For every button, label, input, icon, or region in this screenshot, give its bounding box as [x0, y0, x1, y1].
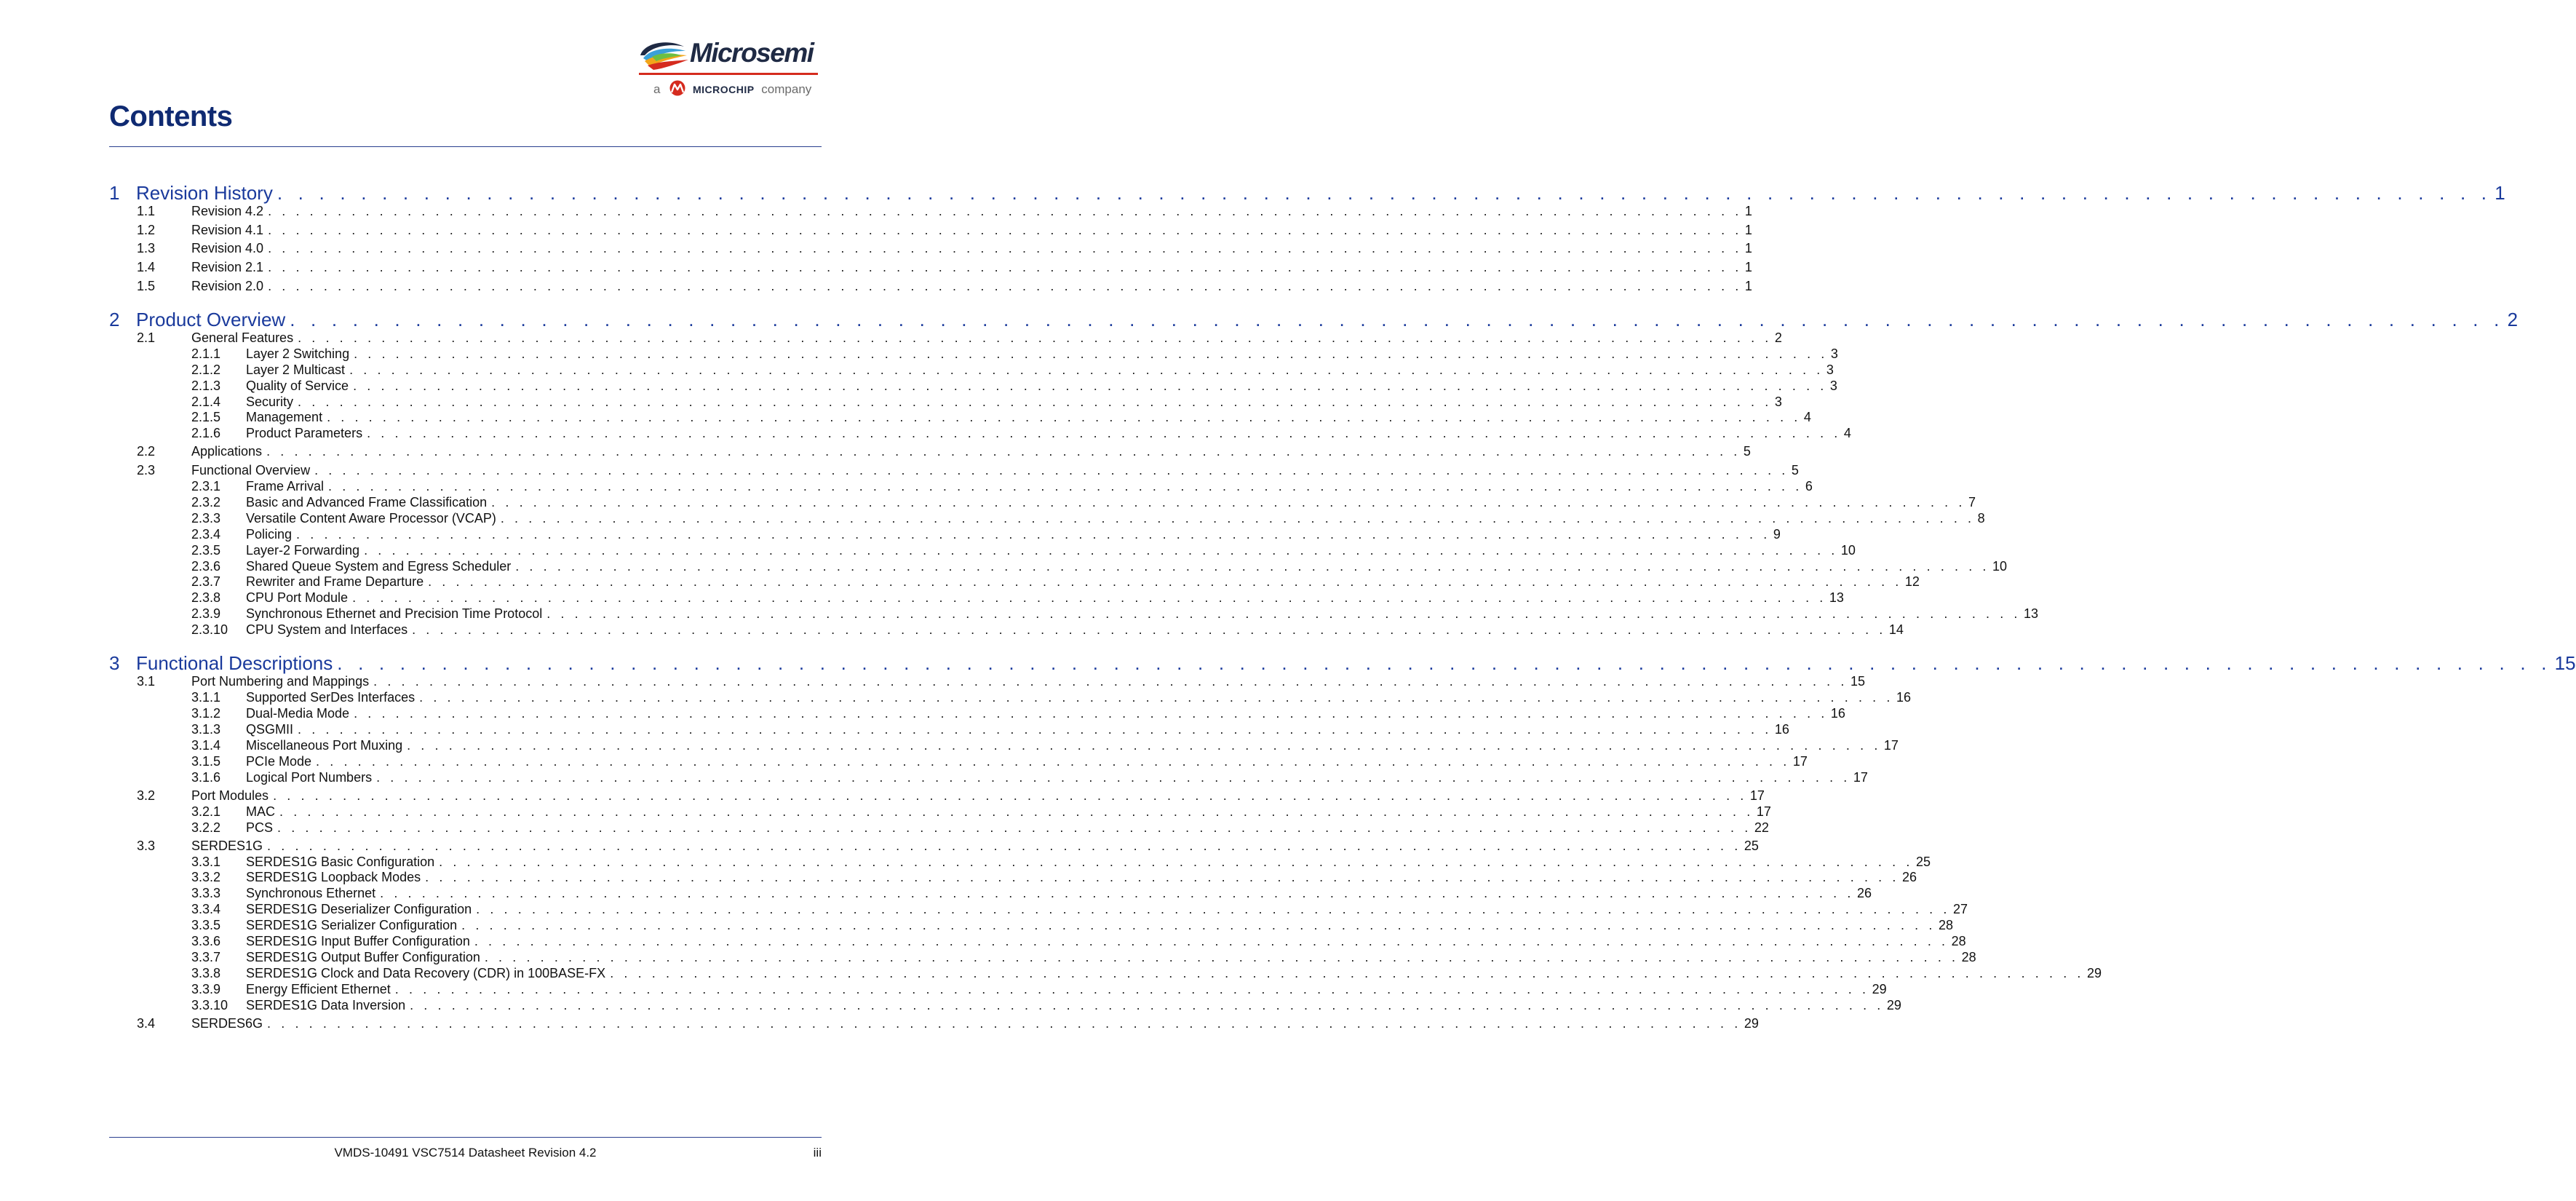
- toc-entry[interactable]: [109, 934, 1966, 949]
- toc-entry[interactable]: [109, 444, 1751, 459]
- toc-entry[interactable]: [109, 394, 1782, 410]
- toc-entry[interactable]: [109, 652, 2576, 675]
- toc-entry[interactable]: [109, 204, 1752, 219]
- toc-entry[interactable]: [109, 278, 1752, 294]
- toc-entry-title: Revision 2.0: [191, 278, 264, 293]
- toc-entry-number: 2.3.6: [191, 558, 221, 574]
- toc-entry-number: 1.2: [137, 222, 156, 237]
- toc-dot-leader: . . . . . . . . . . . . . . . . . . . . . . . . . . . . . . . . . . . . . . . . . . . . . . . . . . . . . . . . . . . . . . . . . . . . . . . . . . . . . . . . . . . . . . . . . . . . . . . . . . . . . . . . . .: [267, 1015, 1741, 1031]
- toc-entry-page: 29: [1886, 997, 1901, 1012]
- toc-entry[interactable]: [109, 542, 1856, 558]
- toc-entry-page: 26: [1856, 886, 1872, 901]
- toc-entry-title: SERDES1G: [191, 838, 263, 853]
- toc-entry-page: 6: [1805, 479, 1813, 494]
- toc-entry-number: 2.3.1: [191, 479, 221, 494]
- toc-dot-leader: . . . . . . . . . . . . . . . . . . . . . . . . . . . . . . . . . . . . . . . . . . . . . . . . . . . . . . . . . . . . . . . . . . . . . . . . . . . . . . . . . . . . . . . . . . . . . . . . . . . . . . . . . .: [476, 902, 1950, 917]
- toc-dot-leader: . . . . . . . . . . . . . . . . . . . . . . . . . . . . . . . . . . . . . . . . . . . . . . . . . . . . . . . . . . . . . . . . . . . . . . . . . . . . . . . . . . . . . . . . . . . . . . . . . . . . . . . . . .: [298, 330, 1772, 345]
- toc-entry[interactable]: [109, 753, 1808, 769]
- toc-entry-page: 1: [1744, 260, 1752, 275]
- toc-entry[interactable]: [109, 706, 1845, 721]
- toc-entry-page: 5: [1791, 463, 1799, 477]
- toc-entry[interactable]: [109, 479, 1813, 494]
- toc-entry-number: 2.3.8: [191, 590, 221, 606]
- toc-entry-title: Dual-Media Mode: [246, 706, 350, 721]
- toc-entry-title: Layer-2 Forwarding: [246, 542, 360, 558]
- toc-dot-leader: . . . . . . . . . . . . . . . . . . . . . . . . . . . . . . . . . . . . . . . . . . . . . . . . . . . . . . . . . . . . . . . . . . . . . . . . . . . . . . . . . . . . . . . . . . . . . . . . . . . . . . . . . .: [394, 981, 1869, 996]
- toc-dot-leader: . . . . . . . . . . . . . . . . . . . . . . . . . . . . . . . . . . . . . . . . . . . . . . . . . . . . . . . . . . . . . . . . . . . . . . . . . . . . . . . . . . . . . . . . . . . . . . . . . . . . . . . . . .: [314, 463, 1789, 477]
- footer-document-id: VMDS-10491 VSC7514 Datasheet Revision 4.2: [334, 1146, 597, 1160]
- toc-entry-number: 3.3.6: [191, 934, 221, 948]
- toc-entry[interactable]: [109, 182, 2505, 205]
- toc-dot-leader: . . . . . . . . . . . . . . . . . . . . . . . . . . . . . . . . . . . . . . . . . . . . . . . . . . . . . . . . . . . . . . . . . . . . . . . . . . . . . . . . . . . . . . . . . . . . . . . . . . . . . . . . . .: [610, 965, 2084, 980]
- toc-entry-page: 12: [1904, 574, 1920, 590]
- toc-dot-leader: . . . . . . . . . . . . . . . . . . . . . . . . . . . . . . . . . . . . . . . . . . . . . . . . . . . . . . . . . . . . . . . . . . . . . . . . . . . . . . . . . . . . . . . . . . . . . . . . . . . . . . . . . .: [376, 769, 1850, 785]
- toc-entry-number: 1.5: [137, 278, 156, 293]
- toc-entry-number: 3.3: [137, 838, 156, 853]
- toc-entry-title: Policing: [246, 526, 293, 542]
- toc-entry-number: 1.3: [137, 241, 156, 256]
- toc-entry-page: 15: [1850, 674, 1865, 689]
- toc-entry[interactable]: [109, 965, 2102, 981]
- toc-entry-title: Quality of Service: [246, 378, 349, 393]
- toc-dot-leader: . . . . . . . . . . . . . . . . . . . . . . . . . . . . . . . . . . . . . . . . . . . . . . . . . . . . . . . . . . . . . . . . . . . . . . . . . . . . . . . . . . . . . . . . . . . . . . . . . . . . . . . . . .: [279, 804, 1754, 819]
- toc-entry-number: 2.1.5: [191, 410, 221, 425]
- toc-entry[interactable]: [109, 622, 1904, 638]
- toc-entry-page: 1: [1744, 222, 1752, 237]
- toc-entry-number: 3.3.7: [191, 949, 221, 964]
- toc-entry-page: 3: [1830, 346, 1838, 361]
- toc-entry[interactable]: [109, 949, 1976, 965]
- toc-entry-title: Versatile Content Aware Processor (VCAP): [246, 510, 496, 526]
- toc-entry-number: 1.4: [137, 260, 156, 275]
- toc-entry[interactable]: [109, 606, 2039, 622]
- toc-dot-leader: . . . . . . . . . . . . . . . . . . . . . . . . . . . . . . . . . . . . . . . . . . . . . . . . . . . . . . . . . . . . . . . . . . . . . . . . . . . . . . . . . . . . . . . . . . . . . . . . . . . . . . . . . .: [267, 838, 1741, 853]
- toc-entry-page: 10: [1992, 558, 2008, 574]
- toc-entry-title: Port Numbering and Mappings: [191, 674, 370, 689]
- toc-entry-number: 3.1.6: [191, 769, 221, 785]
- toc-entry[interactable]: [109, 804, 1771, 820]
- toc-entry-title: SERDES1G Deserializer Configuration: [246, 902, 472, 917]
- toc-dot-leader: . . . . . . . . . . . . . . . . . . . . . . . . . . . . . . . . . . . . . . . . . . . . . . . . . . . . . . . . . . . . . . . . . . . . . . . . . . . . . . . . . . . . . . . . . . . . . . . . . . . . . . . . . .: [327, 410, 1801, 425]
- toc-dot-leader: . . . . . . . . . . . . . . . . . . . . . . . . . . . . . . . . . . . . . . . . . . . . . . . . . . . . . . . . . . . . . . . . . . . . . . . . . . . . . . . . . . . . . . . . . . . . . . . . . . . . . . . . . .: [410, 997, 1884, 1012]
- toc-entry-number: 3.2: [137, 788, 156, 803]
- toc-entry-number: 2.1.6: [191, 426, 221, 441]
- toc-entry[interactable]: [109, 463, 1799, 478]
- toc-entry-number: 2.3.2: [191, 494, 221, 510]
- toc-dot-leader: . . . . . . . . . . . . . . . . . . . . . . . . . . . . . . . . . . . . . . . . . . . . . . . . . . . . . . . . . . . . . . . . . . . . . . . . . . . . . . . . . . . . . . . . . . . . . . . . . . . . . . . . . .: [491, 494, 1965, 510]
- toc-dot-leader: . . . . . . . . . . . . . . . . . . . . . . . . . . . . . . . . . . . . . . . . . . . . . . . . . . . . . . . . . . . . . . . . . . . . . . . . . . . . . . . . . . . . . . . . . . . . . . . . . . . . . . . . . .: [337, 652, 2552, 675]
- toc-entry-number: 3.3.3: [191, 886, 221, 901]
- toc-entry-title: Revision 4.0: [191, 241, 264, 256]
- toc-dot-leader: . . . . . . . . . . . . . . . . . . . . . . . . . . . . . . . . . . . . . . . . . . . . . . . . . . . . . . . . . . . . . . . . . . . . . . . . . . . . . . . . . . . . . . . . . . . . . . . . . . . . . . . . . .: [484, 949, 1959, 964]
- toc-entry[interactable]: [109, 854, 1931, 870]
- toc-entry-page: 4: [1843, 426, 1851, 441]
- toc-entry-page: 25: [1915, 854, 1931, 869]
- toc-entry-page: 13: [2024, 606, 2039, 622]
- toc-entry-page: 3: [1829, 378, 1837, 393]
- toc-entry-title: Revision 4.2: [191, 204, 264, 218]
- toc-entry-title: Synchronous Ethernet: [246, 886, 376, 901]
- toc-entry-page: 28: [1951, 934, 1966, 948]
- toc-entry-title: General Features: [191, 330, 294, 345]
- toc-entry-title: Security: [246, 394, 294, 409]
- toc-entry-page: 3: [1774, 394, 1782, 409]
- toc-entry-title: Layer 2 Switching: [246, 346, 350, 361]
- tagline-company: company: [761, 82, 812, 96]
- tagline-a: a: [653, 82, 661, 96]
- toc-entry-page: 16: [1896, 690, 1911, 705]
- toc-entry-title: SERDES1G Input Buffer Configuration: [246, 934, 470, 948]
- toc-entry[interactable]: [109, 222, 1752, 238]
- toc-entry-page: 25: [1744, 838, 1759, 853]
- toc-entry-number: 2.3: [137, 463, 156, 477]
- toc-dot-leader: . . . . . . . . . . . . . . . . . . . . . . . . . . . . . . . . . . . . . . . . . . . . . . . . . . . . . . . . . . . . . . . . . . . . . . . . . . . . . . . . . . . . . . . . . . . . . . . . . . . . . . . . . .: [353, 378, 1827, 393]
- toc-entry-page: 7: [1968, 494, 1976, 510]
- toc-entry-page: 9: [1773, 526, 1781, 542]
- toc-entry[interactable]: [109, 886, 1872, 901]
- toc-entry-page: 29: [2087, 965, 2102, 980]
- page-title: Contents: [109, 100, 233, 132]
- toc-entry-title: Synchronous Ethernet and Precision Time Protocol: [246, 606, 543, 622]
- toc-entry-number: 3.3.1: [191, 854, 221, 869]
- toc-entry-number: 3.3.5: [191, 918, 221, 933]
- toc-entry-page: 2: [2507, 308, 2519, 330]
- toc-dot-leader: . . . . . . . . . . . . . . . . . . . . . . . . . . . . . . . . . . . . . . . . . . . . . . . . . . . . . . . . . . . . . . . . . . . . . . . . . . . . . . . . . . . . . . . . . . . . . . . . . . . . . . . . . .: [268, 222, 1742, 237]
- toc-entry-title: Management: [246, 410, 323, 425]
- toc-dot-leader: . . . . . . . . . . . . . . . . . . . . . . . . . . . . . . . . . . . . . . . . . . . . . . . . . . . . . . . . . . . . . . . . . . . . . . . . . . . . . . . . . . . . . . . . . . . . . . . . . . . . . . . . . .: [268, 278, 1742, 293]
- toc-entry-title: Product Parameters: [246, 426, 363, 441]
- toc-entry-page: 17: [1853, 769, 1868, 785]
- toc-entry-title: PCS: [246, 820, 274, 835]
- toc-dot-leader: . . . . . . . . . . . . . . . . . . . . . . . . . . . . . . . . . . . . . . . . . . . . . . . . . . . . . . . . . . . . . . . . . . . . . . . . . . . . . . . . . . . . . . . . . . . . . . . . . . . . . . . . . .: [439, 854, 1913, 869]
- toc-entry[interactable]: [109, 526, 1781, 542]
- toc-entry-number: 3.3.9: [191, 981, 221, 996]
- toc-dot-leader: . . . . . . . . . . . . . . . . . . . . . . . . . . . . . . . . . . . . . . . . . . . . . . . . . . . . . . . . . . . . . . . . . . . . . . . . . . . . . . . . . . . . . . . . . . . . . . . . . . . . . . . . . .: [298, 394, 1772, 409]
- toc-entry[interactable]: [109, 1015, 1759, 1031]
- toc-dot-leader: . . . . . . . . . . . . . . . . . . . . . . . . . . . . . . . . . . . . . . . . . . . . . . . . . . . . . . . . . . . . . . . . . . . . . . . . . . . . . . . . . . . . . . . . . . . . . . . . . . . . . . . . . .: [268, 260, 1742, 275]
- toc-dot-leader: . . . . . . . . . . . . . . . . . . . . . . . . . . . . . . . . . . . . . . . . . . . . . . . . . . . . . . . . . . . . . . . . . . . . . . . . . . . . . . . . . . . . . . . . . . . . . . . . . . . . . . . . . .: [367, 426, 1841, 441]
- toc-entry-title: Port Modules: [191, 788, 269, 803]
- toc-entry-number: 2.3.10: [191, 622, 228, 638]
- toc-entry[interactable]: [109, 426, 1851, 441]
- toc-entry-number: 3.1.5: [191, 753, 221, 769]
- toc-entry[interactable]: [109, 346, 1838, 362]
- toc-entry[interactable]: [109, 574, 1920, 590]
- toc-entry-title: SERDES1G Clock and Data Recovery (CDR) in 100BASE-FX: [246, 965, 606, 980]
- toc-entry-page: 4: [1803, 410, 1811, 425]
- toc-dot-leader: . . . . . . . . . . . . . . . . . . . . . . . . . . . . . . . . . . . . . . . . . . . . . . . . . . . . . . . . . . . . . . . . . . . . . . . . . . . . . . . . . . . . . . . . . . . . . . . . . . . . . . . . . .: [515, 558, 1990, 574]
- toc-entry-number: 2.2: [137, 444, 156, 459]
- toc-entry-title: Revision 2.1: [191, 260, 264, 275]
- toc-entry[interactable]: [109, 838, 1759, 854]
- toc-dot-leader: . . . . . . . . . . . . . . . . . . . . . . . . . . . . . . . . . . . . . . . . . . . . . . . . . . . . . . . . . . . . . . . . . . . . . . . . . . . . . . . . . . . . . . . . . . . . . . . . . . . . . . . . . .: [349, 362, 1824, 377]
- toc-entry-number: 3.2.1: [191, 804, 221, 819]
- microchip-mark-icon: [668, 80, 687, 96]
- toc-entry-page: 26: [1901, 870, 1917, 885]
- toc-dot-leader: . . . . . . . . . . . . . . . . . . . . . . . . . . . . . . . . . . . . . . . . . . . . . . . . . . . . . . . . . . . . . . . . . . . . . . . . . . . . . . . . . . . . . . . . . . . . . . . . . . . . . . . . . .: [461, 918, 1936, 933]
- toc-entry-page: 17: [1883, 737, 1899, 753]
- toc-entry-page: 28: [1938, 918, 1953, 933]
- toc-entry-title: Energy Efficient Ethernet: [246, 981, 391, 996]
- toc-entry-number: 1.1: [137, 204, 156, 218]
- toc-entry-page: 1: [2494, 182, 2505, 204]
- toc-dot-leader: . . . . . . . . . . . . . . . . . . . . . . . . . . . . . . . . . . . . . . . . . . . . . . . . . . . . . . . . . . . . . . . . . . . . . . . . . . . . . . . . . . . . . . . . . . . . . . . . . . . . . . . . . .: [546, 606, 2022, 622]
- toc-entry[interactable]: [109, 820, 1769, 836]
- toc-entry-page: 5: [1743, 444, 1751, 459]
- toc-entry-number: 3.3.8: [191, 965, 221, 980]
- toc-entry-number: 2: [109, 308, 120, 330]
- toc-entry-number: 3.3.2: [191, 870, 221, 885]
- toc-dot-leader: . . . . . . . . . . . . . . . . . . . . . . . . . . . . . . . . . . . . . . . . . . . . . . . . . . . . . . . . . . . . . . . . . . . . . . . . . . . . . . . . . . . . . . . . . . . . . . . . . . . . . . . . . .: [277, 820, 1752, 835]
- toc-dot-leader: . . . . . . . . . . . . . . . . . . . . . . . . . . . . . . . . . . . . . . . . . . . . . . . . . . . . . . . . . . . . . . . . . . . . . . . . . . . . . . . . . . . . . . . . . . . . . . . . . . . . . . . . . .: [373, 674, 1848, 689]
- toc-dot-leader: . . . . . . . . . . . . . . . . . . . . . . . . . . . . . . . . . . . . . . . . . . . . . . . . . . . . . . . . . . . . . . . . . . . . . . . . . . . . . . . . . . . . . . . . . . . . . . . . . . . . . . . . . .: [268, 241, 1742, 256]
- toc-entry-page: 1: [1744, 278, 1752, 293]
- toc-entry-number: 2.1: [137, 330, 156, 345]
- toc-entry-page: 10: [1840, 542, 1856, 558]
- toc-entry-title: Revision 4.1: [191, 222, 264, 237]
- toc-entry[interactable]: [109, 902, 1968, 917]
- toc-entry-title: Supported SerDes Interfaces: [246, 690, 416, 705]
- toc-dot-leader: . . . . . . . . . . . . . . . . . . . . . . . . . . . . . . . . . . . . . . . . . . . . . . . . . . . . . . . . . . . . . . . . . . . . . . . . . . . . . . . . . . . . . . . . . . . . . . . . . . . . . . . . . .: [354, 706, 1828, 721]
- toc-entry-page: 15: [2554, 652, 2576, 675]
- toc-entry[interactable]: [109, 981, 1887, 997]
- toc-entry-page: 29: [1744, 1015, 1759, 1031]
- toc-entry-page: 8: [1977, 510, 1985, 526]
- toc-entry-title: Shared Queue System and Egress Scheduler: [246, 558, 512, 574]
- toc-entry-page: 16: [1830, 706, 1845, 721]
- toc-entry-title: Logical Port Numbers: [246, 769, 373, 785]
- toc-entry[interactable]: [109, 378, 1837, 394]
- toc-entry-page: 1: [1744, 241, 1752, 256]
- toc-entry-page: 28: [1961, 949, 1976, 964]
- toc-entry-page: 3: [1826, 362, 1834, 377]
- toc-dot-leader: . . . . . . . . . . . . . . . . . . . . . . . . . . . . . . . . . . . . . . . . . . . . . . . . . . . . . . . . . . . . . . . . . . . . . . . . . . . . . . . . . . . . . . . . . . . . . . . . . . . . . . . . . .: [425, 870, 1899, 885]
- toc-entry-title: Rewriter and Frame Departure: [246, 574, 424, 590]
- toc-entry[interactable]: [109, 721, 1789, 737]
- toc-entry-title: SERDES1G Data Inversion: [246, 997, 406, 1012]
- tagline-parent: MICROCHIP: [692, 84, 755, 95]
- toc-entry-title: SERDES1G Basic Configuration: [246, 854, 435, 869]
- toc-dot-leader: . . . . . . . . . . . . . . . . . . . . . . . . . . . . . . . . . . . . . . . . . . . . . . . . . . . . . . . . . . . . . . . . . . . . . . . . . . . . . . . . . . . . . . . . . . . . . . . . . . . . . . . . . .: [277, 182, 2492, 204]
- toc-dot-leader: . . . . . . . . . . . . . . . . . . . . . . . . . . . . . . . . . . . . . . . . . . . . . . . . . . . . . . . . . . . . . . . . . . . . . . . . . . . . . . . . . . . . . . . . . . . . . . . . . . . . . . . . . .: [328, 479, 1802, 494]
- toc-dot-leader: . . . . . . . . . . . . . . . . . . . . . . . . . . . . . . . . . . . . . . . . . . . . . . . . . . . . . . . . . . . . . . . . . . . . . . . . . . . . . . . . . . . . . . . . . . . . . . . . . . . . . . . . . .: [352, 590, 1826, 606]
- microsemi-logo: [637, 36, 819, 100]
- toc-entry-number: 3.2.2: [191, 820, 221, 835]
- toc-dot-leader: . . . . . . . . . . . . . . . . . . . . . . . . . . . . . . . . . . . . . . . . . . . . . . . . . . . . . . . . . . . . . . . . . . . . . . . . . . . . . . . . . . . . . . . . . . . . . . . . . . . . . . . . . .: [273, 788, 1747, 803]
- toc-entry-page: 17: [1756, 804, 1771, 819]
- toc-entry-page: 17: [1749, 788, 1765, 803]
- toc-entry-number: 3.1.4: [191, 737, 221, 753]
- toc-dot-leader: . . . . . . . . . . . . . . . . . . . . . . . . . . . . . . . . . . . . . . . . . . . . . . . . . . . . . . . . . . . . . . . . . . . . . . . . . . . . . . . . . . . . . . . . . . . . . . . . . . . . . . . . . .: [428, 574, 1902, 590]
- toc-entry[interactable]: [109, 241, 1752, 256]
- brand-tagline: [653, 80, 811, 97]
- toc-entry-number: 3.1.1: [191, 690, 221, 705]
- toc-entry[interactable]: [109, 260, 1752, 275]
- toc-entry[interactable]: [109, 737, 1899, 753]
- toc-entry-title: CPU System and Interfaces: [246, 622, 408, 638]
- toc-entry-title: SERDES1G Output Buffer Configuration: [246, 949, 480, 964]
- toc-entry[interactable]: [109, 330, 1782, 346]
- toc-entry-title: CPU Port Module: [246, 590, 349, 606]
- toc-entry-number: 2.1.4: [191, 394, 221, 409]
- toc-entry-number: 2.3.5: [191, 542, 221, 558]
- toc-entry[interactable]: [109, 674, 1865, 689]
- toc-entry[interactable]: [109, 410, 1811, 425]
- toc-dot-leader: . . . . . . . . . . . . . . . . . . . . . . . . . . . . . . . . . . . . . . . . . . . . . . . . . . . . . . . . . . . . . . . . . . . . . . . . . . . . . . . . . . . . . . . . . . . . . . . . . . . . . . . . . .: [412, 622, 1886, 638]
- toc-dot-leader: . . . . . . . . . . . . . . . . . . . . . . . . . . . . . . . . . . . . . . . . . . . . . . . . . . . . . . . . . . . . . . . . . . . . . . . . . . . . . . . . . . . . . . . . . . . . . . . . . . . . . . . . . .: [266, 444, 1741, 459]
- toc-entry-number: 3.1.2: [191, 706, 221, 721]
- toc-entry[interactable]: [109, 308, 2519, 331]
- toc-dot-leader: . . . . . . . . . . . . . . . . . . . . . . . . . . . . . . . . . . . . . . . . . . . . . . . . . . . . . . . . . . . . . . . . . . . . . . . . . . . . . . . . . . . . . . . . . . . . . . . . . . . . . . . . . .: [380, 886, 1854, 901]
- toc-entry-title: Basic and Advanced Frame Classification: [246, 494, 488, 510]
- toc-entry-number: 2.1.2: [191, 362, 221, 377]
- footer-page-number: iii: [813, 1146, 822, 1160]
- toc-entry-number: 3.1.3: [191, 721, 221, 737]
- toc-entry[interactable]: [109, 558, 2008, 574]
- toc-dot-leader: . . . . . . . . . . . . . . . . . . . . . . . . . . . . . . . . . . . . . . . . . . . . . . . . . . . . . . . . . . . . . . . . . . . . . . . . . . . . . . . . . . . . . . . . . . . . . . . . . . . . . . . . . .: [419, 690, 1893, 705]
- toc-entry[interactable]: [109, 918, 1953, 933]
- toc-entry-title: SERDES1G Serializer Configuration: [246, 918, 458, 933]
- toc-entry-page: 27: [1952, 902, 1968, 917]
- toc-entry-number: 3.3.4: [191, 902, 221, 917]
- toc-entry[interactable]: [109, 769, 1868, 785]
- footer-divider: [109, 1137, 822, 1138]
- toc-dot-leader: . . . . . . . . . . . . . . . . . . . . . . . . . . . . . . . . . . . . . . . . . . . . . . . . . . . . . . . . . . . . . . . . . . . . . . . . . . . . . . . . . . . . . . . . . . . . . . . . . . . . . . . . . .: [407, 737, 1881, 753]
- toc-entry-number: 2.3.7: [191, 574, 221, 590]
- toc-entry-page: 1: [1744, 204, 1752, 218]
- toc-entry-title: SERDES6G: [191, 1015, 263, 1031]
- toc-dot-leader: . . . . . . . . . . . . . . . . . . . . . . . . . . . . . . . . . . . . . . . . . . . . . . . . . . . . . . . . . . . . . . . . . . . . . . . . . . . . . . . . . . . . . . . . . . . . . . . . . . . . . . . . . .: [364, 542, 1838, 558]
- toc-entry[interactable]: [109, 590, 1844, 606]
- toc-entry-page: 29: [1872, 981, 1887, 996]
- toc-entry-number: 2.1.3: [191, 378, 221, 393]
- toc-entry-number: 3.1: [137, 674, 156, 689]
- toc-entry-number: 2.3.4: [191, 526, 221, 542]
- toc-entry-title: PCIe Mode: [246, 753, 312, 769]
- toc-dot-leader: . . . . . . . . . . . . . . . . . . . . . . . . . . . . . . . . . . . . . . . . . . . . . . . . . . . . . . . . . . . . . . . . . . . . . . . . . . . . . . . . . . . . . . . . . . . . . . . . . . . . . . . . . .: [298, 721, 1772, 737]
- toc-entry-title: MAC: [246, 804, 275, 819]
- toc-entry-title: QSGMII: [246, 721, 294, 737]
- toc-dot-leader: . . . . . . . . . . . . . . . . . . . . . . . . . . . . . . . . . . . . . . . . . . . . . . . . . . . . . . . . . . . . . . . . . . . . . . . . . . . . . . . . . . . . . . . . . . . . . . . . . . . . . . . . . .: [268, 204, 1742, 218]
- toc-dot-leader: . . . . . . . . . . . . . . . . . . . . . . . . . . . . . . . . . . . . . . . . . . . . . . . . . . . . . . . . . . . . . . . . . . . . . . . . . . . . . . . . . . . . . . . . . . . . . . . . . . . . . . . . . .: [316, 753, 1790, 769]
- toc-entry[interactable]: [109, 510, 1985, 526]
- toc-entry[interactable]: [109, 362, 1834, 378]
- toc-entry-title: SERDES1G Loopback Modes: [246, 870, 421, 885]
- toc-dot-leader: . . . . . . . . . . . . . . . . . . . . . . . . . . . . . . . . . . . . . . . . . . . . . . . . . . . . . . . . . . . . . . . . . . . . . . . . . . . . . . . . . . . . . . . . . . . . . . . . . . . . . . . . . .: [290, 308, 2505, 330]
- toc-entry-number: 2.3.9: [191, 606, 221, 622]
- toc-entry-number: 3.4: [137, 1015, 156, 1031]
- toc-entry-title: Miscellaneous Port Muxing: [246, 737, 403, 753]
- toc-entry-title: Revision History: [136, 182, 273, 204]
- toc-dot-leader: . . . . . . . . . . . . . . . . . . . . . . . . . . . . . . . . . . . . . . . . . . . . . . . . . . . . . . . . . . . . . . . . . . . . . . . . . . . . . . . . . . . . . . . . . . . . . . . . . . . . . . . . . .: [474, 934, 1949, 948]
- toc-entry-page: 17: [1792, 753, 1808, 769]
- toc-entry-number: 2.3.3: [191, 510, 221, 526]
- title-divider: [109, 146, 822, 147]
- brand-name: Microsemi: [690, 38, 814, 68]
- toc-entry-number: 2.1.1: [191, 346, 221, 361]
- toc-dot-leader: . . . . . . . . . . . . . . . . . . . . . . . . . . . . . . . . . . . . . . . . . . . . . . . . . . . . . . . . . . . . . . . . . . . . . . . . . . . . . . . . . . . . . . . . . . . . . . . . . . . . . . . . . .: [500, 510, 1975, 526]
- toc-entry-title: Functional Descriptions: [136, 652, 333, 675]
- toc-entry[interactable]: [109, 788, 1765, 804]
- toc-entry-page: 16: [1774, 721, 1789, 737]
- toc-entry[interactable]: [109, 997, 1901, 1013]
- toc-entry-title: Functional Overview: [191, 463, 311, 477]
- toc-entry-title: Applications: [191, 444, 263, 459]
- toc-dot-leader: . . . . . . . . . . . . . . . . . . . . . . . . . . . . . . . . . . . . . . . . . . . . . . . . . . . . . . . . . . . . . . . . . . . . . . . . . . . . . . . . . . . . . . . . . . . . . . . . . . . . . . . . . .: [296, 526, 1770, 542]
- logo-divider: [639, 73, 818, 75]
- toc-entry[interactable]: [109, 870, 1917, 885]
- toc-entry-page: 22: [1754, 820, 1769, 835]
- toc-entry-title: Product Overview: [136, 308, 286, 330]
- toc-entry-page: 13: [1829, 590, 1844, 606]
- toc-entry-title: Layer 2 Multicast: [246, 362, 346, 377]
- microsemi-swoosh-icon: [637, 39, 690, 70]
- toc-entry-page: 2: [1774, 330, 1782, 345]
- toc-entry-page: 14: [1888, 622, 1904, 638]
- toc-entry-number: 3.3.10: [191, 997, 228, 1012]
- toc-entry-number: 1: [109, 182, 120, 204]
- toc-entry[interactable]: [109, 690, 1911, 705]
- toc-entry-number: 3: [109, 652, 120, 675]
- toc-entry[interactable]: [109, 494, 1976, 510]
- toc-entry-title: Frame Arrival: [246, 479, 325, 494]
- toc-dot-leader: . . . . . . . . . . . . . . . . . . . . . . . . . . . . . . . . . . . . . . . . . . . . . . . . . . . . . . . . . . . . . . . . . . . . . . . . . . . . . . . . . . . . . . . . . . . . . . . . . . . . . . . . . .: [354, 346, 1828, 361]
